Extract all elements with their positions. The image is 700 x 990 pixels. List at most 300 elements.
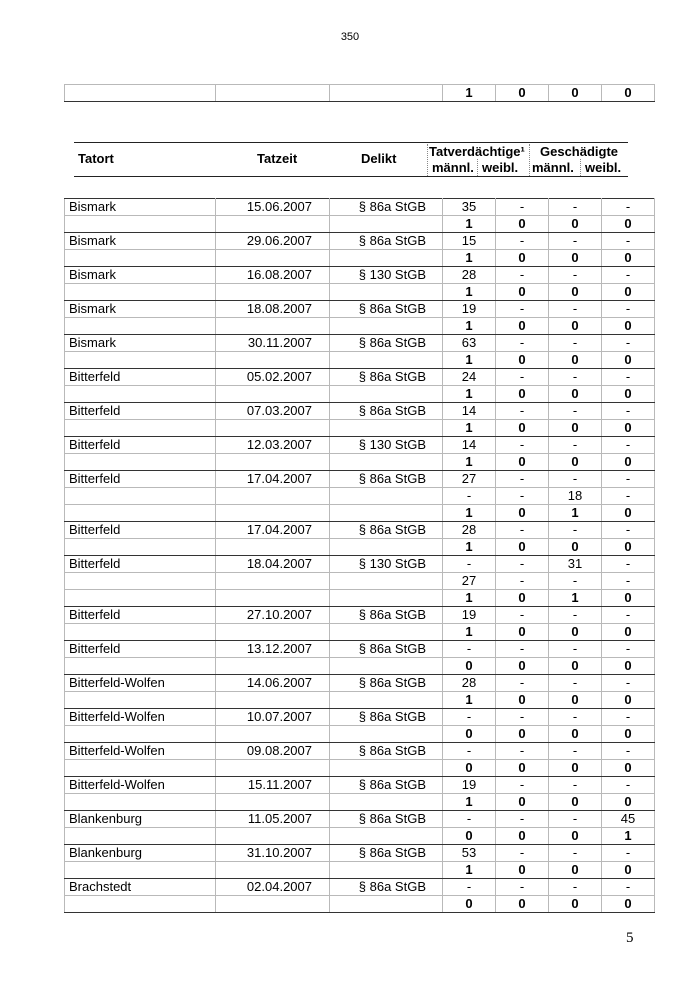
table-row [65, 811, 655, 828]
cell-tv-weibl: 0 [496, 760, 549, 777]
cell-delikt [330, 760, 443, 777]
table-row [65, 250, 655, 267]
cell-tatort: Bitterfeld [65, 369, 216, 386]
table-row [65, 199, 655, 216]
cell-tatort [65, 539, 216, 556]
summary-cell [216, 85, 330, 102]
cell-tv-maennl: 1 [443, 386, 496, 403]
cell-delikt: § 130 StGB [330, 437, 443, 454]
cell-g-maennl: - [549, 199, 602, 216]
cell-tv-weibl: 0 [496, 624, 549, 641]
cell-g-weibl: - [602, 301, 655, 318]
cell-tatort: Bitterfeld-Wolfen [65, 675, 216, 692]
table-row [65, 879, 655, 896]
table-row [65, 845, 655, 862]
cell-delikt [330, 284, 443, 301]
cell-tatort: Bitterfeld-Wolfen [65, 743, 216, 760]
cell-delikt [330, 590, 443, 607]
cell-tatort: Bitterfeld-Wolfen [65, 777, 216, 794]
cell-tv-weibl: - [496, 301, 549, 318]
header-top-rule [74, 142, 628, 143]
cell-tatzeit: 09.08.2007 [216, 743, 330, 760]
cell-delikt: § 86a StGB [330, 743, 443, 760]
cell-delikt [330, 488, 443, 505]
cell-tv-weibl: 0 [496, 420, 549, 437]
cell-tv-maennl: 19 [443, 607, 496, 624]
cell-tv-maennl: - [443, 743, 496, 760]
header-tatort: Tatort [78, 151, 114, 166]
cell-tv-maennl: 14 [443, 437, 496, 454]
table-row [65, 896, 655, 913]
cell-g-maennl: 0 [549, 284, 602, 301]
cell-delikt [330, 573, 443, 590]
cell-g-weibl: 0 [602, 386, 655, 403]
cell-g-weibl: 0 [602, 726, 655, 743]
summary-cell [330, 85, 443, 102]
header-maennl-1: männl. [432, 160, 474, 175]
header-divider [580, 159, 581, 176]
table-row [65, 624, 655, 641]
cell-tatzeit: 11.05.2007 [216, 811, 330, 828]
cell-g-weibl: 0 [602, 505, 655, 522]
cell-g-weibl: - [602, 488, 655, 505]
cell-g-weibl: 1 [602, 828, 655, 845]
cell-tv-weibl: 0 [496, 794, 549, 811]
cell-tv-maennl: 19 [443, 777, 496, 794]
cell-tatzeit [216, 794, 330, 811]
cell-g-weibl: 0 [602, 539, 655, 556]
cell-tv-weibl: - [496, 488, 549, 505]
cell-tatzeit: 12.03.2007 [216, 437, 330, 454]
cell-g-weibl: 0 [602, 318, 655, 335]
cell-delikt: § 86a StGB [330, 641, 443, 658]
cell-tatort: Brachstedt [65, 879, 216, 896]
cell-tv-maennl: 1 [443, 284, 496, 301]
cell-tatort: Bitterfeld-Wolfen [65, 709, 216, 726]
cell-tv-maennl: - [443, 879, 496, 896]
cell-tv-weibl: 0 [496, 828, 549, 845]
cell-delikt [330, 896, 443, 913]
cell-g-weibl: - [602, 743, 655, 760]
cell-delikt [330, 420, 443, 437]
cell-g-maennl: 0 [549, 828, 602, 845]
cell-g-weibl: 0 [602, 760, 655, 777]
cell-delikt: § 86a StGB [330, 369, 443, 386]
table-row [65, 233, 655, 250]
cell-delikt: § 86a StGB [330, 777, 443, 794]
cell-tatort [65, 760, 216, 777]
cell-tatzeit [216, 862, 330, 879]
cell-g-weibl: 0 [602, 794, 655, 811]
summary-cell: 0 [602, 85, 655, 102]
cell-g-weibl: 45 [602, 811, 655, 828]
cell-tatort [65, 590, 216, 607]
cell-tatort: Bismark [65, 335, 216, 352]
table-row [65, 488, 655, 505]
cell-tatzeit [216, 539, 330, 556]
cell-g-weibl: 0 [602, 420, 655, 437]
cell-tv-weibl: - [496, 369, 549, 386]
cell-g-maennl: 0 [549, 760, 602, 777]
cell-tatzeit: 29.06.2007 [216, 233, 330, 250]
table-header [74, 142, 628, 177]
cell-tatort: Bismark [65, 301, 216, 318]
cell-delikt [330, 505, 443, 522]
cell-delikt: § 86a StGB [330, 522, 443, 539]
cell-tv-weibl: - [496, 556, 549, 573]
cell-tv-maennl: 1 [443, 454, 496, 471]
cell-tatzeit [216, 760, 330, 777]
cell-tv-maennl: 53 [443, 845, 496, 862]
cell-g-maennl: 1 [549, 590, 602, 607]
cell-g-maennl: 0 [549, 318, 602, 335]
cell-tv-weibl: - [496, 879, 549, 896]
cell-tatzeit [216, 420, 330, 437]
cell-tatort [65, 692, 216, 709]
cell-delikt: § 86a StGB [330, 403, 443, 420]
cell-tatzeit: 15.06.2007 [216, 199, 330, 216]
cell-tatort: Bismark [65, 267, 216, 284]
cell-g-weibl: - [602, 607, 655, 624]
cell-g-maennl: 0 [549, 539, 602, 556]
cell-tv-weibl: - [496, 199, 549, 216]
cell-tv-weibl: 0 [496, 692, 549, 709]
summary-cell [65, 85, 216, 102]
footer-page-number: 5 [626, 930, 634, 946]
cell-g-maennl: 18 [549, 488, 602, 505]
cell-g-weibl: 0 [602, 896, 655, 913]
table-row [65, 641, 655, 658]
cell-delikt [330, 216, 443, 233]
cell-g-maennl: 0 [549, 454, 602, 471]
cell-g-maennl: - [549, 233, 602, 250]
table-row [65, 369, 655, 386]
cell-tatzeit: 17.04.2007 [216, 471, 330, 488]
cell-g-weibl: 0 [602, 284, 655, 301]
table-row [65, 777, 655, 794]
cell-tatzeit [216, 828, 330, 845]
cell-tatzeit [216, 352, 330, 369]
cell-g-maennl: - [549, 369, 602, 386]
cell-g-weibl: 0 [602, 658, 655, 675]
cell-tv-weibl: - [496, 233, 549, 250]
table-row [65, 658, 655, 675]
cell-delikt [330, 539, 443, 556]
cell-tatort [65, 726, 216, 743]
cell-g-maennl: - [549, 743, 602, 760]
cell-g-maennl: - [549, 403, 602, 420]
cell-tatort [65, 488, 216, 505]
cell-delikt [330, 828, 443, 845]
cell-g-weibl: - [602, 199, 655, 216]
cell-tatzeit: 02.04.2007 [216, 879, 330, 896]
cell-tv-maennl: 1 [443, 794, 496, 811]
cell-g-weibl: - [602, 556, 655, 573]
cell-tv-weibl: 0 [496, 505, 549, 522]
cell-delikt: § 130 StGB [330, 267, 443, 284]
cell-tatort [65, 505, 216, 522]
table-row [65, 301, 655, 318]
table-row [65, 556, 655, 573]
cell-tv-weibl: - [496, 607, 549, 624]
cell-delikt: § 86a StGB [330, 471, 443, 488]
cell-g-weibl: - [602, 675, 655, 692]
table-row [65, 675, 655, 692]
cell-g-maennl: - [549, 573, 602, 590]
cell-g-weibl: - [602, 522, 655, 539]
cell-tv-weibl: - [496, 675, 549, 692]
cell-delikt [330, 794, 443, 811]
cell-tv-weibl: 0 [496, 539, 549, 556]
cell-g-maennl: 31 [549, 556, 602, 573]
cell-delikt: § 86a StGB [330, 811, 443, 828]
cell-tv-maennl: 0 [443, 828, 496, 845]
cell-g-maennl: 0 [549, 250, 602, 267]
cell-tatort: Bitterfeld [65, 471, 216, 488]
cell-g-maennl: - [549, 675, 602, 692]
header-geschaedigte: Geschädigte [540, 144, 619, 159]
cell-tatort: Bismark [65, 233, 216, 250]
cell-tv-maennl: 1 [443, 352, 496, 369]
cell-g-weibl: 0 [602, 590, 655, 607]
cell-tv-weibl: - [496, 403, 549, 420]
cell-g-maennl: - [549, 845, 602, 862]
cell-tatort [65, 318, 216, 335]
cell-tv-weibl: 0 [496, 250, 549, 267]
cell-tv-weibl: - [496, 777, 549, 794]
table-row [65, 828, 655, 845]
cell-tatzeit: 16.08.2007 [216, 267, 330, 284]
cell-tatzeit [216, 505, 330, 522]
cell-tatzeit [216, 573, 330, 590]
cell-tatort [65, 216, 216, 233]
cell-g-maennl: 0 [549, 862, 602, 879]
cell-g-maennl: 0 [549, 216, 602, 233]
header-bottom-rule [74, 176, 628, 177]
header-delikt: Delikt [361, 151, 397, 166]
cell-g-weibl: - [602, 845, 655, 862]
cell-tv-weibl: - [496, 437, 549, 454]
cell-tv-maennl: 1 [443, 692, 496, 709]
cell-tatort: Bitterfeld [65, 403, 216, 420]
cell-tv-maennl: 0 [443, 658, 496, 675]
cell-tv-maennl: 14 [443, 403, 496, 420]
header-divider [477, 159, 478, 176]
cell-delikt [330, 454, 443, 471]
cell-tv-maennl: 63 [443, 335, 496, 352]
cell-tv-maennl: 1 [443, 862, 496, 879]
cell-tv-maennl: 1 [443, 539, 496, 556]
table-row [65, 607, 655, 624]
cell-g-maennl: - [549, 522, 602, 539]
table-row [65, 284, 655, 301]
cell-tatort: Bismark [65, 199, 216, 216]
cell-g-maennl: 0 [549, 794, 602, 811]
cell-tv-weibl: - [496, 743, 549, 760]
cell-tatort [65, 386, 216, 403]
header-divider [529, 144, 530, 176]
header-tatverdaechtige: Tatverdächtige¹ [429, 144, 525, 159]
table-row [65, 403, 655, 420]
cell-delikt: § 86a StGB [330, 709, 443, 726]
cell-tatort: Bitterfeld [65, 556, 216, 573]
cell-tatzeit [216, 726, 330, 743]
cell-tv-maennl: 1 [443, 590, 496, 607]
cell-tv-weibl: 0 [496, 658, 549, 675]
table-row [65, 505, 655, 522]
summary-cell: 1 [443, 85, 496, 102]
page-number: 350 [340, 31, 360, 43]
cell-tatort [65, 284, 216, 301]
cell-g-maennl: 0 [549, 420, 602, 437]
table-row [65, 318, 655, 335]
cell-tv-maennl: 27 [443, 573, 496, 590]
cell-tv-maennl: 15 [443, 233, 496, 250]
cell-tatzeit [216, 386, 330, 403]
cell-tatzeit: 18.04.2007 [216, 556, 330, 573]
cell-g-weibl: - [602, 641, 655, 658]
cell-delikt [330, 726, 443, 743]
summary-cell: 0 [549, 85, 602, 102]
cell-tv-weibl: - [496, 709, 549, 726]
cell-delikt: § 86a StGB [330, 301, 443, 318]
table-row [65, 522, 655, 539]
table-row [65, 437, 655, 454]
table-row [65, 335, 655, 352]
cell-tv-maennl: 1 [443, 505, 496, 522]
cell-g-weibl: 0 [602, 692, 655, 709]
cell-delikt: § 86a StGB [330, 845, 443, 862]
table-row [65, 692, 655, 709]
cell-g-weibl: 0 [602, 624, 655, 641]
cell-tatort [65, 420, 216, 437]
cell-g-maennl: - [549, 267, 602, 284]
cell-g-maennl: 0 [549, 692, 602, 709]
top-summary-table [64, 84, 655, 102]
cell-tatzeit: 30.11.2007 [216, 335, 330, 352]
cell-tv-maennl: 19 [443, 301, 496, 318]
cell-tv-weibl: 0 [496, 862, 549, 879]
cell-tatort [65, 250, 216, 267]
cell-tv-weibl: - [496, 471, 549, 488]
cell-tv-maennl: 0 [443, 726, 496, 743]
cell-g-weibl: - [602, 403, 655, 420]
table-row [65, 85, 655, 102]
cell-delikt: § 130 StGB [330, 556, 443, 573]
cell-delikt: § 86a StGB [330, 879, 443, 896]
cell-tv-weibl: - [496, 845, 549, 862]
cell-tatzeit [216, 318, 330, 335]
cell-delikt: § 86a StGB [330, 607, 443, 624]
cell-g-weibl: - [602, 573, 655, 590]
cell-tatort [65, 828, 216, 845]
header-divider [427, 144, 428, 176]
cell-tatort [65, 794, 216, 811]
cell-tatzeit [216, 454, 330, 471]
cell-g-maennl: - [549, 301, 602, 318]
cell-delikt: § 86a StGB [330, 675, 443, 692]
cell-g-weibl: - [602, 437, 655, 454]
cell-tatort [65, 862, 216, 879]
cell-g-maennl: - [549, 879, 602, 896]
cell-g-maennl: - [549, 641, 602, 658]
header-maennl-2: männl. [532, 160, 574, 175]
offense-table [64, 198, 655, 913]
cell-tatort [65, 352, 216, 369]
cell-tatzeit: 15.11.2007 [216, 777, 330, 794]
cell-tatzeit: 07.03.2007 [216, 403, 330, 420]
cell-tv-weibl: - [496, 335, 549, 352]
cell-tatzeit [216, 692, 330, 709]
cell-tv-weibl: 0 [496, 386, 549, 403]
cell-tv-weibl: 0 [496, 726, 549, 743]
cell-tv-maennl: 28 [443, 522, 496, 539]
cell-tatzeit: 17.04.2007 [216, 522, 330, 539]
cell-tatzeit [216, 488, 330, 505]
cell-tv-weibl: 0 [496, 352, 549, 369]
cell-g-maennl: - [549, 335, 602, 352]
cell-tv-maennl: 35 [443, 199, 496, 216]
cell-g-maennl: 0 [549, 658, 602, 675]
cell-tatort [65, 624, 216, 641]
cell-g-maennl: - [549, 437, 602, 454]
cell-delikt: § 86a StGB [330, 199, 443, 216]
cell-delikt: § 86a StGB [330, 335, 443, 352]
cell-delikt [330, 658, 443, 675]
table-row [65, 760, 655, 777]
table-row [65, 216, 655, 233]
cell-tatort: Bitterfeld [65, 641, 216, 658]
table-row [65, 471, 655, 488]
cell-g-weibl: - [602, 267, 655, 284]
cell-tatzeit: 10.07.2007 [216, 709, 330, 726]
table-row [65, 420, 655, 437]
cell-tatort [65, 573, 216, 590]
table-row [65, 726, 655, 743]
cell-g-maennl: - [549, 471, 602, 488]
cell-tatzeit [216, 590, 330, 607]
cell-tatzeit: 14.06.2007 [216, 675, 330, 692]
cell-g-maennl: - [549, 811, 602, 828]
cell-tatort: Blankenburg [65, 845, 216, 862]
summary-cell: 0 [496, 85, 549, 102]
cell-tv-weibl: 0 [496, 284, 549, 301]
cell-tv-weibl: 0 [496, 216, 549, 233]
cell-tv-maennl: - [443, 641, 496, 658]
table-row [65, 862, 655, 879]
cell-tv-weibl: 0 [496, 590, 549, 607]
cell-tv-maennl: 0 [443, 760, 496, 777]
cell-g-weibl: - [602, 471, 655, 488]
cell-tv-maennl: 1 [443, 318, 496, 335]
cell-g-weibl: 0 [602, 216, 655, 233]
header-weibl-1: weibl. [482, 160, 519, 175]
cell-tv-maennl: 1 [443, 216, 496, 233]
cell-g-weibl: - [602, 777, 655, 794]
cell-tatort: Blankenburg [65, 811, 216, 828]
cell-delikt [330, 692, 443, 709]
cell-tatort [65, 896, 216, 913]
cell-delikt [330, 386, 443, 403]
cell-tatzeit [216, 216, 330, 233]
cell-g-maennl: 0 [549, 352, 602, 369]
cell-delikt [330, 318, 443, 335]
cell-g-maennl: 0 [549, 726, 602, 743]
cell-g-weibl: - [602, 369, 655, 386]
table-row [65, 573, 655, 590]
table-row [65, 386, 655, 403]
cell-g-maennl: 0 [549, 624, 602, 641]
